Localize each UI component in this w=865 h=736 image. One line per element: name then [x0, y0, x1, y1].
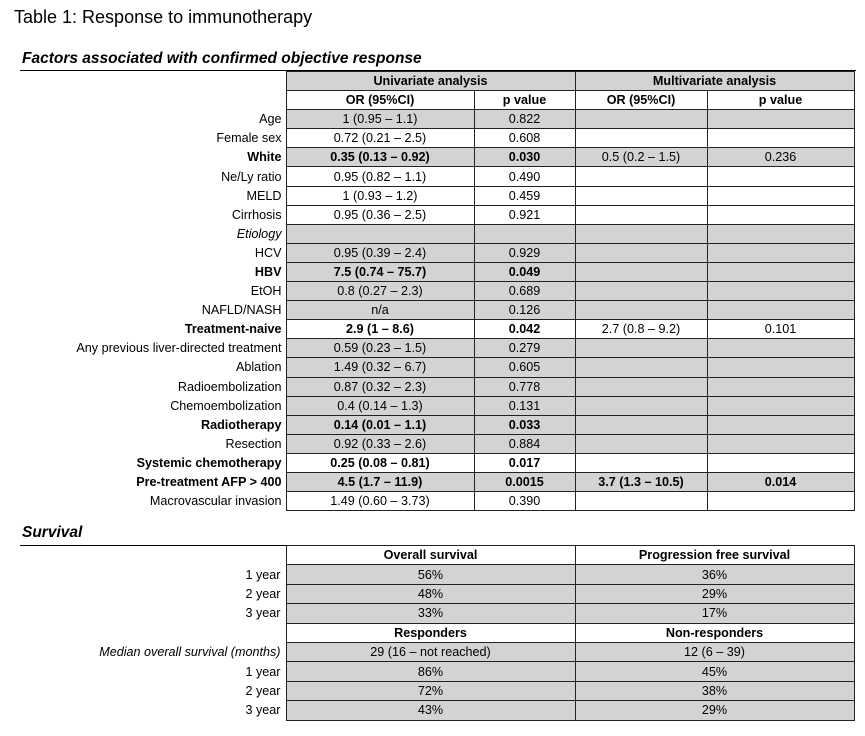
row-label: 1 year [245, 567, 281, 582]
univariate-or: 0.59 (0.23 – 1.5) [286, 339, 474, 358]
univariate-p: 0.042 [474, 320, 575, 339]
responders-header: Responders [286, 623, 575, 642]
row-label: Median overall survival (months) [99, 645, 281, 660]
row-label: 3 year [245, 703, 281, 718]
multivariate-or [575, 110, 707, 129]
table-row [20, 282, 854, 301]
value-a: 72% [286, 681, 575, 700]
table-row [20, 492, 854, 511]
table-row [20, 604, 854, 623]
overall-survival-header: Overall survival [286, 546, 575, 565]
row-label: HCV [254, 245, 282, 260]
univariate-or: 0.14 (0.01 – 1.1) [286, 415, 474, 434]
table-row [20, 243, 854, 262]
univariate-or: 0.95 (0.82 – 1.1) [286, 167, 474, 186]
univariate-or: 0.8 (0.27 – 2.3) [286, 282, 474, 301]
multivariate-p [707, 205, 854, 224]
univariate-or: 1 (0.93 – 1.2) [286, 186, 474, 205]
univariate-p: 0.822 [474, 110, 575, 129]
multivariate-p [707, 167, 854, 186]
table-row [20, 129, 854, 148]
row-label: Etiology [236, 226, 282, 241]
univariate-p: 0.459 [474, 186, 575, 205]
table-title: Table 1: Response to immunotherapy [14, 7, 313, 27]
row-label: Radiotherapy [201, 417, 282, 432]
univariate-or: 0.35 (0.13 – 0.92) [286, 148, 474, 167]
pfs-header: Progression free survival [575, 546, 854, 565]
multivariate-p [707, 396, 854, 415]
multivariate-or [575, 205, 707, 224]
table-row [20, 262, 854, 281]
row-label: 1 year [245, 664, 281, 679]
value-b: 36% [575, 565, 854, 584]
multivariate-or [575, 453, 707, 472]
univariate-or: 0.95 (0.39 – 2.4) [286, 243, 474, 262]
section-heading-survival: Survival [22, 524, 83, 541]
row-label: 2 year [245, 683, 281, 698]
univariate-p: 0.0015 [474, 472, 575, 491]
multivariate-or [575, 301, 707, 320]
multivariate-p [707, 415, 854, 434]
table-row [20, 301, 854, 320]
multivariate-or [575, 339, 707, 358]
univariate-or: 1 (0.95 – 1.1) [286, 110, 474, 129]
non-responders-header: Non-responders [575, 623, 854, 642]
table-row [20, 186, 854, 205]
multivariate-p [707, 224, 854, 243]
col-or-univariate: OR (95%CI) [286, 91, 474, 110]
row-label: 2 year [245, 586, 281, 601]
multivariate-or [575, 167, 707, 186]
univariate-or: n/a [286, 301, 474, 320]
row-label: Chemoembolization [170, 398, 282, 413]
multivariate-p [707, 301, 854, 320]
multivariate-or [575, 243, 707, 262]
multivariate-header: Multivariate analysis [575, 72, 854, 91]
value-b: 45% [575, 662, 854, 681]
row-label: Radioembolization [177, 379, 282, 394]
multivariate-p: 0.014 [707, 472, 854, 491]
multivariate-p [707, 339, 854, 358]
univariate-or: 7.5 (0.74 – 75.7) [286, 262, 474, 281]
row-label: Ablation [235, 360, 282, 375]
univariate-p: 0.017 [474, 453, 575, 472]
col-or-multivariate: OR (95%CI) [575, 91, 707, 110]
value-a: 86% [286, 662, 575, 681]
univariate-p: 0.033 [474, 415, 575, 434]
univariate-or: 0.4 (0.14 – 1.3) [286, 396, 474, 415]
multivariate-or: 3.7 (1.3 – 10.5) [575, 472, 707, 491]
survival-table [20, 545, 855, 721]
univariate-p: 0.929 [474, 243, 575, 262]
univariate-p: 0.279 [474, 339, 575, 358]
multivariate-p [707, 358, 854, 377]
row-label: Systemic chemotherapy [136, 455, 282, 470]
row-label: Age [259, 112, 282, 127]
table-row [20, 681, 854, 700]
univariate-or: 0.25 (0.08 – 0.81) [286, 453, 474, 472]
value-b: 17% [575, 604, 854, 623]
table-row [20, 642, 854, 661]
row-label: Treatment-naive [184, 322, 282, 337]
table-row [20, 472, 854, 491]
multivariate-p [707, 262, 854, 281]
multivariate-p [707, 434, 854, 453]
table-row [20, 701, 854, 720]
multivariate-or: 2.7 (0.8 – 9.2) [575, 320, 707, 339]
multivariate-or [575, 396, 707, 415]
responders-header-row [20, 623, 854, 642]
table-row [20, 415, 854, 434]
row-label: Ne/Ly ratio [221, 169, 282, 184]
univariate-or [286, 224, 474, 243]
univariate-p: 0.884 [474, 434, 575, 453]
multivariate-p [707, 110, 854, 129]
table-row [20, 358, 854, 377]
univariate-or: 1.49 (0.60 – 3.73) [286, 492, 474, 511]
row-label: EtOH [250, 284, 282, 299]
table-row [20, 148, 854, 167]
multivariate-p [707, 243, 854, 262]
header-row-columns [20, 91, 854, 110]
multivariate-p [707, 129, 854, 148]
col-p-multivariate: p value [707, 91, 854, 110]
table-row [20, 339, 854, 358]
multivariate-or [575, 492, 707, 511]
table-row [20, 396, 854, 415]
table-row [20, 205, 854, 224]
univariate-or: 0.72 (0.21 – 2.5) [286, 129, 474, 148]
row-label: HBV [254, 264, 282, 279]
value-a: 43% [286, 701, 575, 720]
table-row [20, 224, 854, 243]
univariate-p: 0.605 [474, 358, 575, 377]
multivariate-or [575, 224, 707, 243]
row-label: Female sex [216, 131, 282, 146]
multivariate-or [575, 434, 707, 453]
univariate-p: 0.030 [474, 148, 575, 167]
univariate-or: 0.92 (0.33 – 2.6) [286, 434, 474, 453]
univariate-or: 0.87 (0.32 – 2.3) [286, 377, 474, 396]
value-a: 29 (16 – not reached) [286, 642, 575, 661]
multivariate-or [575, 358, 707, 377]
univariate-or: 1.49 (0.32 – 6.7) [286, 358, 474, 377]
table-row [20, 453, 854, 472]
multivariate-p [707, 186, 854, 205]
table-row [20, 377, 854, 396]
row-label [20, 623, 286, 642]
univariate-or: 2.9 (1 – 8.6) [286, 320, 474, 339]
univariate-p: 0.778 [474, 377, 575, 396]
value-b: 38% [575, 681, 854, 700]
row-label: Cirrhosis [231, 207, 282, 222]
multivariate-or [575, 186, 707, 205]
multivariate-or [575, 377, 707, 396]
multivariate-or [575, 415, 707, 434]
row-label: Any previous liver-directed treatment [76, 341, 282, 356]
univariate-header: Univariate analysis [286, 72, 575, 91]
row-label: Resection [225, 436, 282, 451]
table-row [20, 110, 854, 129]
multivariate-p [707, 377, 854, 396]
multivariate-p [707, 492, 854, 511]
value-a: 33% [286, 604, 575, 623]
table-row [20, 167, 854, 186]
univariate-p: 0.131 [474, 396, 575, 415]
response-factors-table [20, 71, 855, 511]
multivariate-p: 0.236 [707, 148, 854, 167]
univariate-or: 4.5 (1.7 – 11.9) [286, 472, 474, 491]
value-b: 29% [575, 584, 854, 603]
univariate-p: 0.608 [474, 129, 575, 148]
univariate-or: 0.95 (0.36 – 2.5) [286, 205, 474, 224]
row-label: 3 year [245, 606, 281, 621]
multivariate-p [707, 453, 854, 472]
table-row [20, 584, 854, 603]
univariate-p: 0.921 [474, 205, 575, 224]
multivariate-or [575, 282, 707, 301]
multivariate-or [575, 262, 707, 281]
section-heading-response: Factors associated with confirmed objective response [22, 50, 422, 67]
row-label: White [247, 150, 282, 165]
table-row [20, 434, 854, 453]
row-label: Pre-treatment AFP > 400 [136, 475, 282, 490]
univariate-p: 0.126 [474, 301, 575, 320]
univariate-p: 0.049 [474, 262, 575, 281]
univariate-p: 0.490 [474, 167, 575, 186]
value-a: 48% [286, 584, 575, 603]
row-label: Macrovascular invasion [149, 494, 282, 509]
univariate-p: 0.390 [474, 492, 575, 511]
table-row [20, 565, 854, 584]
value-a: 56% [286, 565, 575, 584]
multivariate-p [707, 282, 854, 301]
table-row [20, 662, 854, 681]
header-row-analysis [20, 72, 854, 91]
multivariate-or: 0.5 (0.2 – 1.5) [575, 148, 707, 167]
multivariate-or [575, 129, 707, 148]
col-p-univariate: p value [474, 91, 575, 110]
multivariate-p: 0.101 [707, 320, 854, 339]
table-row [20, 320, 854, 339]
univariate-p: 0.689 [474, 282, 575, 301]
row-label: NAFLD/NASH [201, 303, 282, 318]
univariate-p [474, 224, 575, 243]
value-b: 12 (6 – 39) [575, 642, 854, 661]
value-b: 29% [575, 701, 854, 720]
row-label: MELD [246, 188, 282, 203]
survival-header-row [20, 546, 854, 565]
